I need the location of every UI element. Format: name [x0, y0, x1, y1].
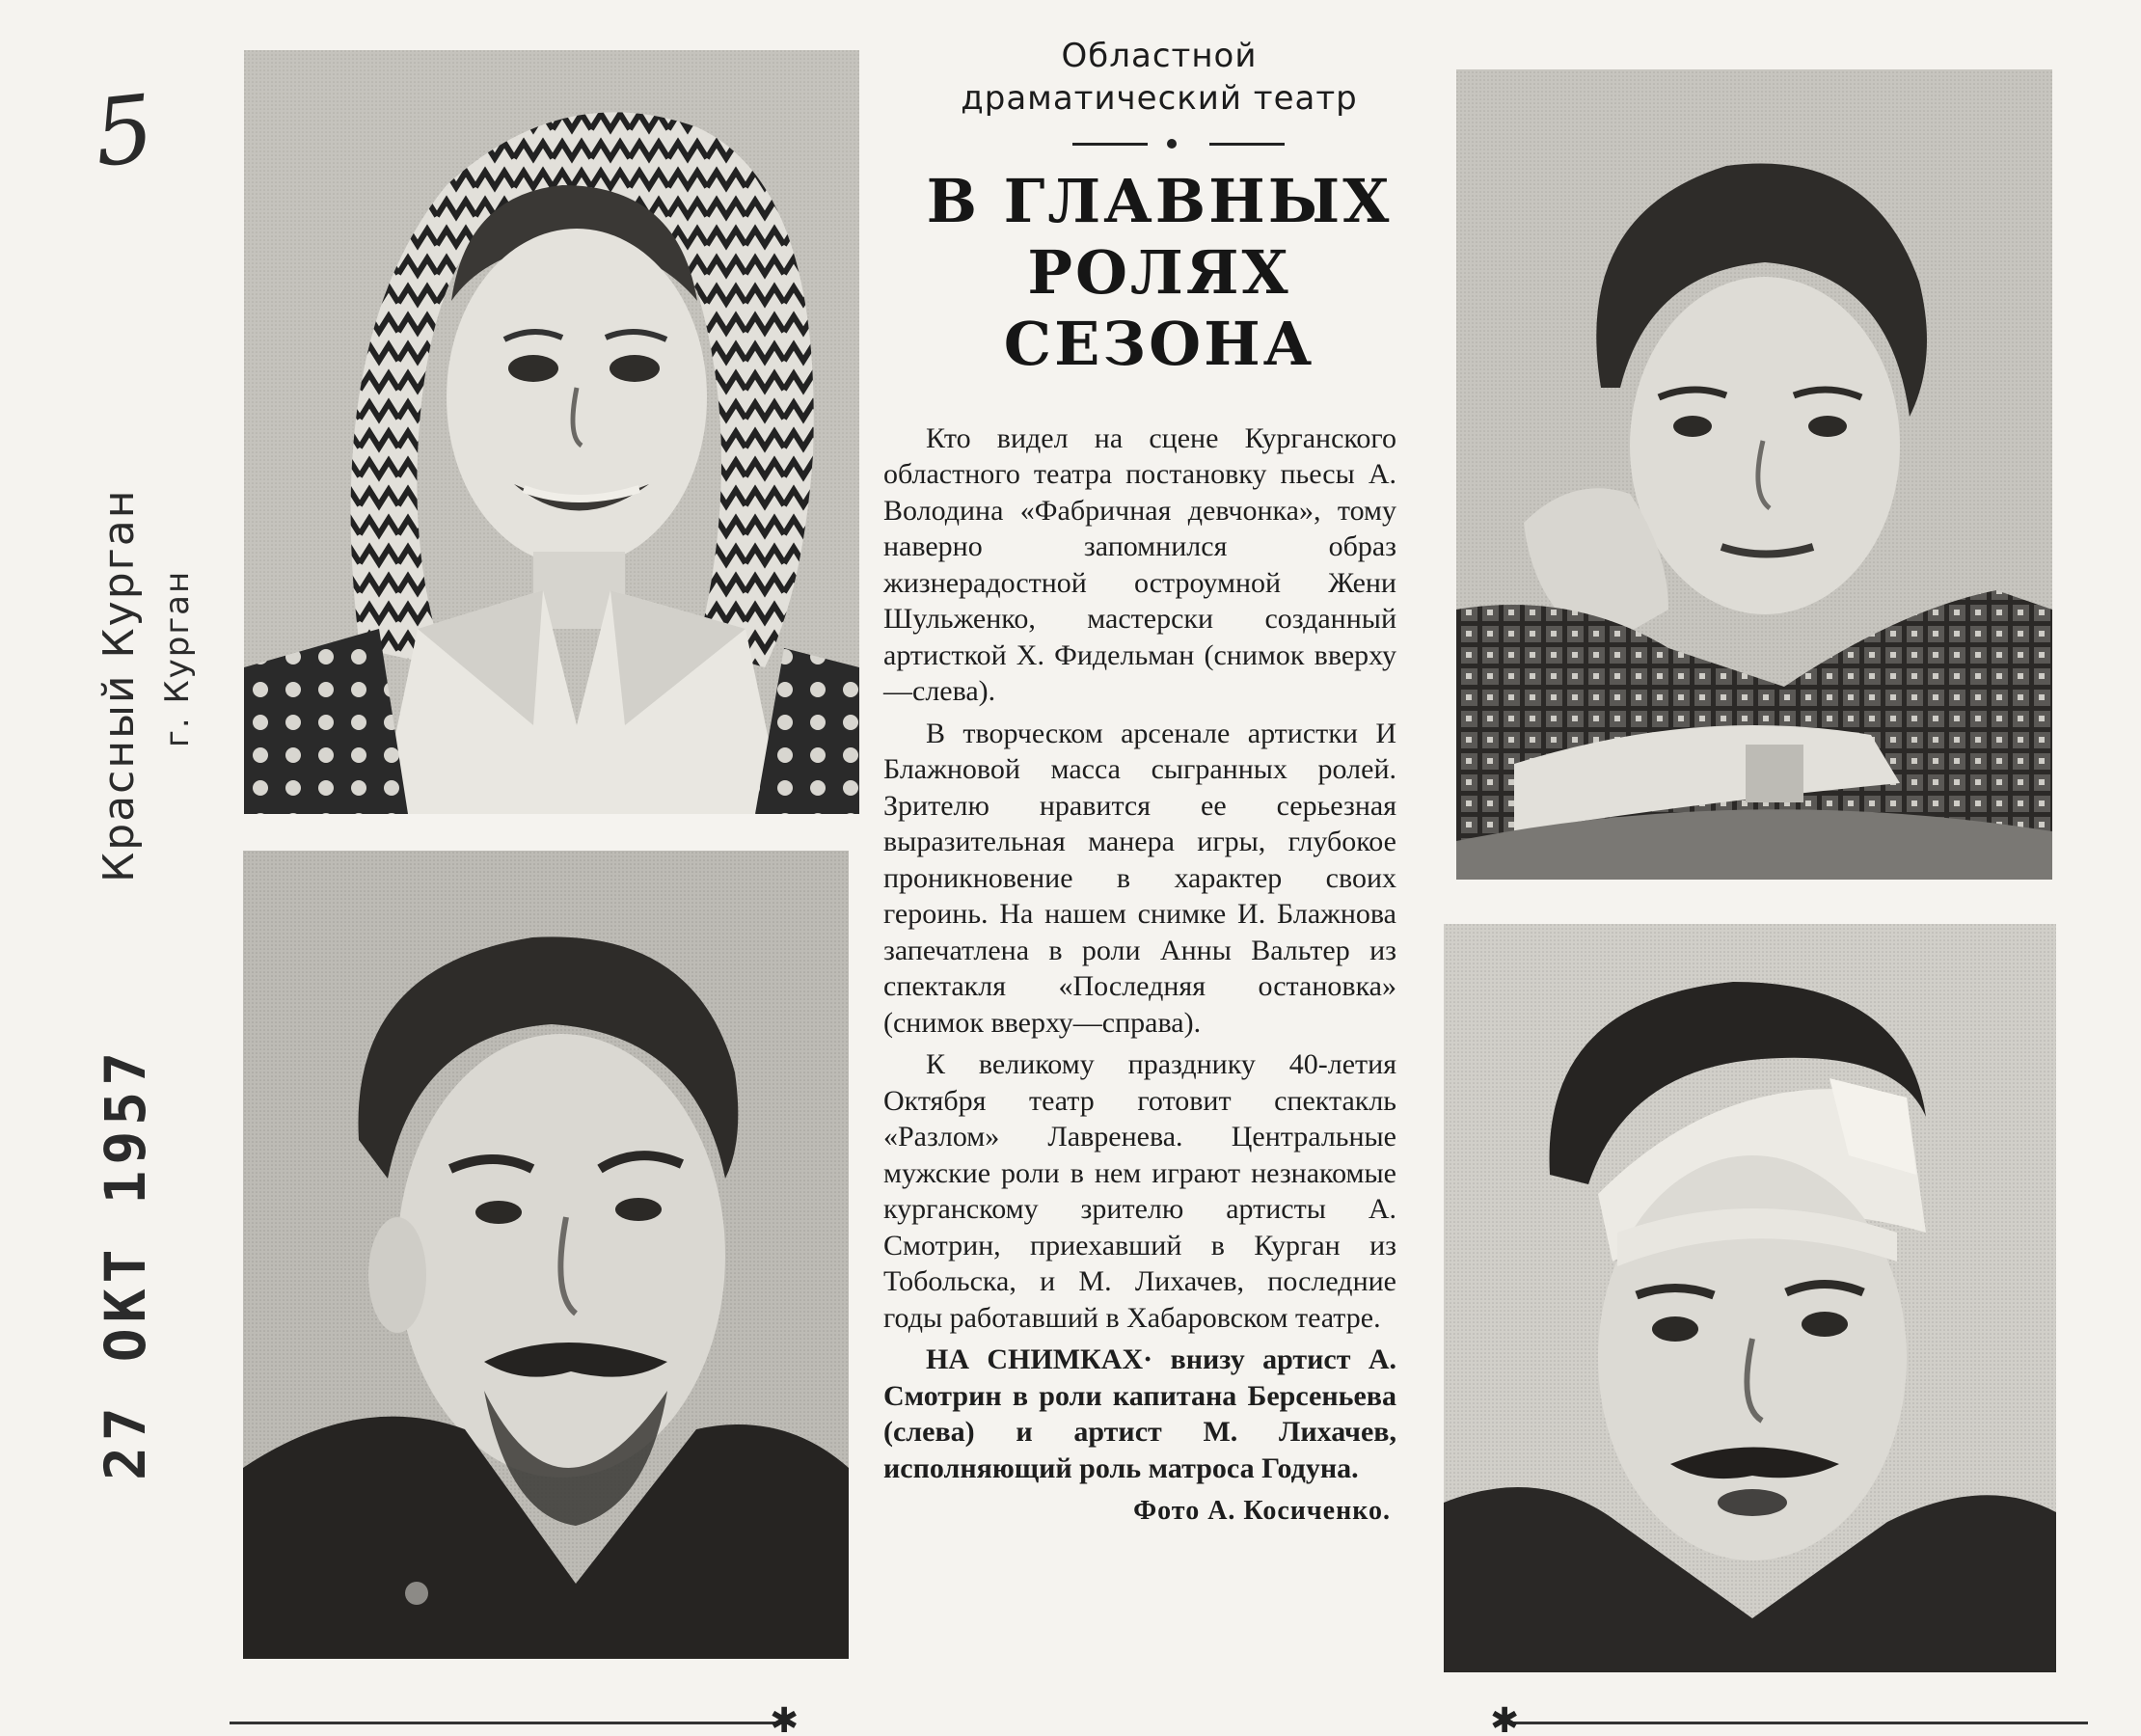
headline-line-3: СЕЗОНА [1003, 309, 1315, 379]
woman-headscarf-portrait-image [244, 50, 859, 814]
kicker-line-2: драматический театр [961, 79, 1358, 118]
newspaper-name-stamp: Красный Курган [95, 488, 144, 882]
photo-bottom-right [1444, 924, 2056, 1672]
asterisk-icon-left: ✱ [770, 1701, 799, 1736]
headline-line-2: РОЛЯХ [1027, 237, 1291, 308]
divider-line-right [1209, 143, 1285, 146]
divider-line-left [1072, 143, 1148, 146]
paragraph-3: К великому празднику 40-летия Октября театр готовит спектакль «Разлом» Лавренева. Центральные мужские роли в нем играют незнакомые курганскому зрителю артисты А. Смотрин, приехавший в Курган из Тобольска, и М. Лихачев, последние годы работавший в Хабаровском театре. [883, 1048, 1396, 1334]
woman-thinking-portrait-image [1456, 69, 2052, 880]
photo-bottom-left [243, 851, 849, 1659]
article-kicker [883, 35, 1396, 120]
article-body [883, 420, 1396, 1487]
paragraph-1: Кто видел на сцене Курганского областного театра постановку пьесы А. Володина «Фабричная девчонка», тому наверно запомнился образ жизнерадостной остроумной Жени Шульженко, мастерски созданный артисткой Х. Фидельман (снимок вверху—слева). [883, 421, 1396, 708]
paragraph-2: В творческом арсенале артистки И Блажновой масса сыгранных ролей. Зрителю нравится ее серьезная выразительная манера игры, глубокое проникновение в характер своих героинь. На нашем снимке И. Блажнова запечатлена в роли Анны Вальтер из спектакля «Последняя остановка» (снимок вверху—справа). [883, 717, 1396, 1039]
ornament-divider [1034, 137, 1246, 150]
archive-stamps [39, 0, 197, 1736]
kicker-line-1: Областной [1061, 37, 1258, 75]
bandaged-man-portrait-image [1444, 924, 2056, 1672]
caption-lead: НА СНИМКАХ· [926, 1343, 1153, 1376]
handwritten-page-number: 5 [89, 74, 159, 188]
photo-caption [883, 1342, 1396, 1486]
article [883, 35, 1396, 1713]
city-stamp: г. Курган [158, 569, 197, 747]
caption-text: внизу артист А. Смотрин в роли капитана Берсеньева (слева) и артист М. Лихачев, исполняющий роль матроса Годуна. [883, 1343, 1396, 1484]
divider-dot [1167, 139, 1177, 149]
bearded-man-portrait-image [243, 851, 849, 1659]
date-stamp: 27 ОКТ 1957 [93, 1045, 158, 1480]
asterisk-icon-right: ✱ [1490, 1701, 1520, 1736]
bottom-rule-left [230, 1722, 789, 1724]
photo-top-right [1456, 69, 2052, 880]
photo-credit: Фото А. Косиченко. [1133, 1496, 1391, 1527]
bottom-rule-right [1509, 1722, 2088, 1724]
photo-top-left [244, 50, 859, 814]
article-headline [883, 166, 1396, 380]
headline-line-1: В ГЛАВНЫХ [926, 166, 1393, 236]
